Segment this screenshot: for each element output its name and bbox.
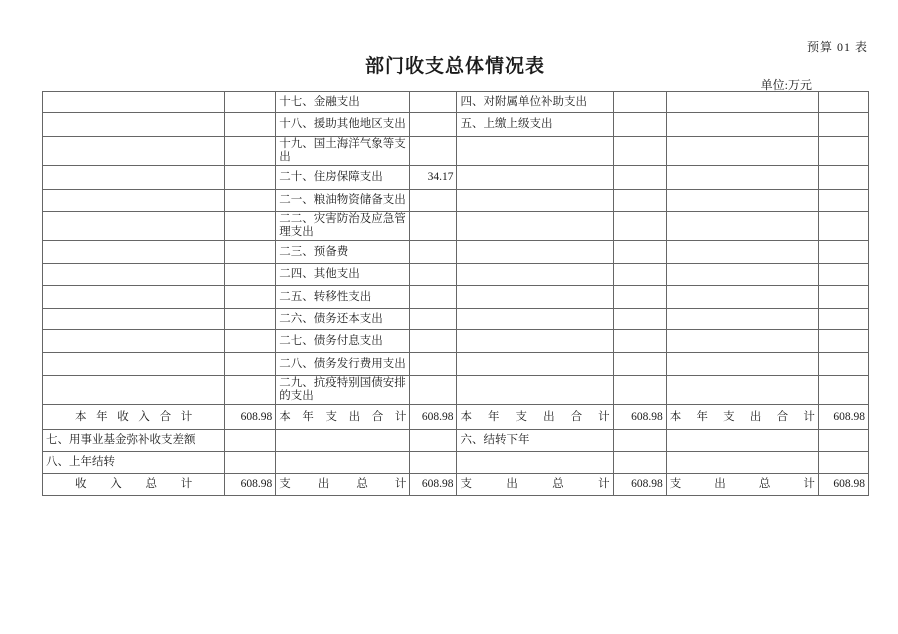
- label-cell: [666, 92, 818, 113]
- amount-cell: [410, 376, 457, 405]
- amount-cell: [818, 353, 868, 376]
- table-row: [43, 241, 869, 264]
- amount-cell: [225, 212, 276, 241]
- page-title: 部门收支总体情况表: [364, 56, 545, 77]
- table-row: [43, 353, 869, 376]
- amount-cell: [613, 212, 666, 241]
- label-cell: [666, 430, 818, 452]
- label-cell: [666, 166, 818, 190]
- amount-cell: [818, 264, 868, 286]
- label-cell: [276, 430, 410, 452]
- label-cell: 七、用事业基金弥补收支差额: [43, 430, 225, 452]
- amount-cell: [410, 212, 457, 241]
- amount-cell: 608.98: [410, 405, 457, 430]
- label-cell: [666, 309, 818, 330]
- amount-cell: [410, 353, 457, 376]
- amount-cell: [410, 190, 457, 212]
- amount-cell: [225, 330, 276, 353]
- amount-cell: [818, 166, 868, 190]
- amount-cell: [613, 452, 666, 474]
- label-cell: [43, 353, 225, 376]
- unit-label: 单位:万元: [760, 78, 812, 92]
- budget-table: [42, 91, 869, 496]
- amount-cell: [225, 376, 276, 405]
- amount-cell: 608.98: [613, 474, 666, 496]
- amount-cell: [613, 286, 666, 309]
- label-cell: [457, 212, 613, 241]
- label-cell: [666, 212, 818, 241]
- amount-cell: [818, 430, 868, 452]
- label-cell: [43, 264, 225, 286]
- amount-cell: [613, 137, 666, 166]
- label-cell: [457, 309, 613, 330]
- label-cell: [457, 286, 613, 309]
- label-cell: 支出总计: [457, 474, 613, 496]
- label-cell: [666, 353, 818, 376]
- amount-cell: [225, 309, 276, 330]
- amount-cell: [225, 166, 276, 190]
- label-cell: [43, 330, 225, 353]
- amount-cell: [410, 92, 457, 113]
- label-cell: [43, 212, 225, 241]
- label-cell: [276, 452, 410, 474]
- table-row: [43, 330, 869, 353]
- table-row: [43, 92, 869, 113]
- amount-cell: [613, 330, 666, 353]
- label-cell: [43, 137, 225, 166]
- label-cell: 支出总计: [666, 474, 818, 496]
- amount-cell: [613, 113, 666, 137]
- amount-cell: [225, 137, 276, 166]
- label-cell: [43, 376, 225, 405]
- amount-cell: [613, 353, 666, 376]
- label-cell: 六、结转下年: [457, 430, 613, 452]
- amount-cell: [410, 241, 457, 264]
- amount-cell: 608.98: [225, 405, 276, 430]
- amount-cell: [613, 376, 666, 405]
- label-cell: [666, 264, 818, 286]
- label-cell: [43, 92, 225, 113]
- label-cell: [457, 264, 613, 286]
- amount-cell: 608.98: [410, 474, 457, 496]
- label-cell: 十七、金融支出: [276, 92, 410, 113]
- label-cell: [666, 286, 818, 309]
- table-row: [43, 376, 869, 405]
- amount-cell: 608.98: [225, 474, 276, 496]
- amount-cell: [613, 166, 666, 190]
- amount-cell: [225, 241, 276, 264]
- amount-cell: [225, 113, 276, 137]
- table-row: [43, 264, 869, 286]
- label-cell: [457, 190, 613, 212]
- label-cell: [666, 241, 818, 264]
- amount-cell: 608.98: [613, 405, 666, 430]
- amount-cell: 608.98: [818, 474, 868, 496]
- label-cell: 二七、债务付息支出: [276, 330, 410, 353]
- label-cell: [43, 286, 225, 309]
- table-row: [43, 405, 869, 430]
- label-cell: [457, 353, 613, 376]
- table-row: [43, 113, 869, 137]
- amount-cell: [818, 452, 868, 474]
- amount-cell: [818, 376, 868, 405]
- amount-cell: [613, 264, 666, 286]
- label-cell: 二五、转移性支出: [276, 286, 410, 309]
- amount-cell: [225, 190, 276, 212]
- label-cell: [43, 309, 225, 330]
- label-cell: 本年支出合计: [666, 405, 818, 430]
- label-cell: [457, 241, 613, 264]
- form-number-label: 预算 01 表: [806, 40, 868, 54]
- amount-cell: [818, 330, 868, 353]
- label-cell: 二六、债务还本支出: [276, 309, 410, 330]
- amount-cell: [613, 92, 666, 113]
- label-cell: [666, 452, 818, 474]
- table-row: [43, 474, 869, 496]
- label-cell: 十九、国土海洋气象等支出: [276, 137, 410, 166]
- amount-cell: [410, 113, 457, 137]
- amount-cell: [818, 212, 868, 241]
- label-cell: 支出总计: [276, 474, 410, 496]
- amount-cell: [818, 190, 868, 212]
- label-cell: 二一、粮油物资储备支出: [276, 190, 410, 212]
- amount-cell: [613, 309, 666, 330]
- label-cell: 五、上缴上级支出: [457, 113, 613, 137]
- amount-cell: [225, 286, 276, 309]
- label-cell: [457, 330, 613, 353]
- amount-cell: [410, 264, 457, 286]
- label-cell: 八、上年结转: [43, 452, 225, 474]
- amount-cell: [225, 452, 276, 474]
- amount-cell: [225, 264, 276, 286]
- amount-cell: [410, 452, 457, 474]
- label-cell: [666, 190, 818, 212]
- amount-cell: [818, 286, 868, 309]
- amount-cell: [818, 113, 868, 137]
- amount-cell: [818, 309, 868, 330]
- table-row: [43, 190, 869, 212]
- label-cell: [457, 166, 613, 190]
- label-cell: 二四、其他支出: [276, 264, 410, 286]
- label-cell: 本年支出合计: [457, 405, 613, 430]
- amount-cell: [410, 309, 457, 330]
- label-cell: 本年支出合计: [276, 405, 410, 430]
- amount-cell: [613, 241, 666, 264]
- amount-cell: [410, 137, 457, 166]
- amount-cell: [613, 430, 666, 452]
- table-row: [43, 430, 869, 452]
- amount-cell: [225, 430, 276, 452]
- amount-cell: 608.98: [818, 405, 868, 430]
- label-cell: 二三、预备费: [276, 241, 410, 264]
- table-row: [43, 286, 869, 309]
- budget-table-body: [43, 92, 869, 496]
- label-cell: 收入总计: [43, 474, 225, 496]
- label-cell: [457, 376, 613, 405]
- label-cell: [43, 241, 225, 264]
- label-cell: [666, 113, 818, 137]
- amount-cell: [410, 430, 457, 452]
- amount-cell: [818, 241, 868, 264]
- table-row: [43, 309, 869, 330]
- label-cell: [457, 137, 613, 166]
- table-row: [43, 452, 869, 474]
- label-cell: 二二、灾害防治及应急管理支出: [276, 212, 410, 241]
- label-cell: [43, 113, 225, 137]
- label-cell: [666, 376, 818, 405]
- label-cell: [666, 137, 818, 166]
- table-row: [43, 137, 869, 166]
- label-cell: 本年收入合计: [43, 405, 225, 430]
- amount-cell: [225, 353, 276, 376]
- label-cell: [457, 452, 613, 474]
- amount-cell: 34.17: [410, 166, 457, 190]
- label-cell: 十八、援助其他地区支出: [276, 113, 410, 137]
- label-cell: 四、对附属单位补助支出: [457, 92, 613, 113]
- table-row: [43, 212, 869, 241]
- amount-cell: [613, 190, 666, 212]
- amount-cell: [818, 92, 868, 113]
- label-cell: [43, 166, 225, 190]
- label-cell: 二十、住房保障支出: [276, 166, 410, 190]
- label-cell: [666, 330, 818, 353]
- amount-cell: [225, 92, 276, 113]
- amount-cell: [410, 286, 457, 309]
- label-cell: 二八、债务发行费用支出: [276, 353, 410, 376]
- label-cell: [43, 190, 225, 212]
- amount-cell: [818, 137, 868, 166]
- amount-cell: [410, 330, 457, 353]
- table-row: [43, 166, 869, 190]
- label-cell: 二九、抗疫特别国债安排的支出: [276, 376, 410, 405]
